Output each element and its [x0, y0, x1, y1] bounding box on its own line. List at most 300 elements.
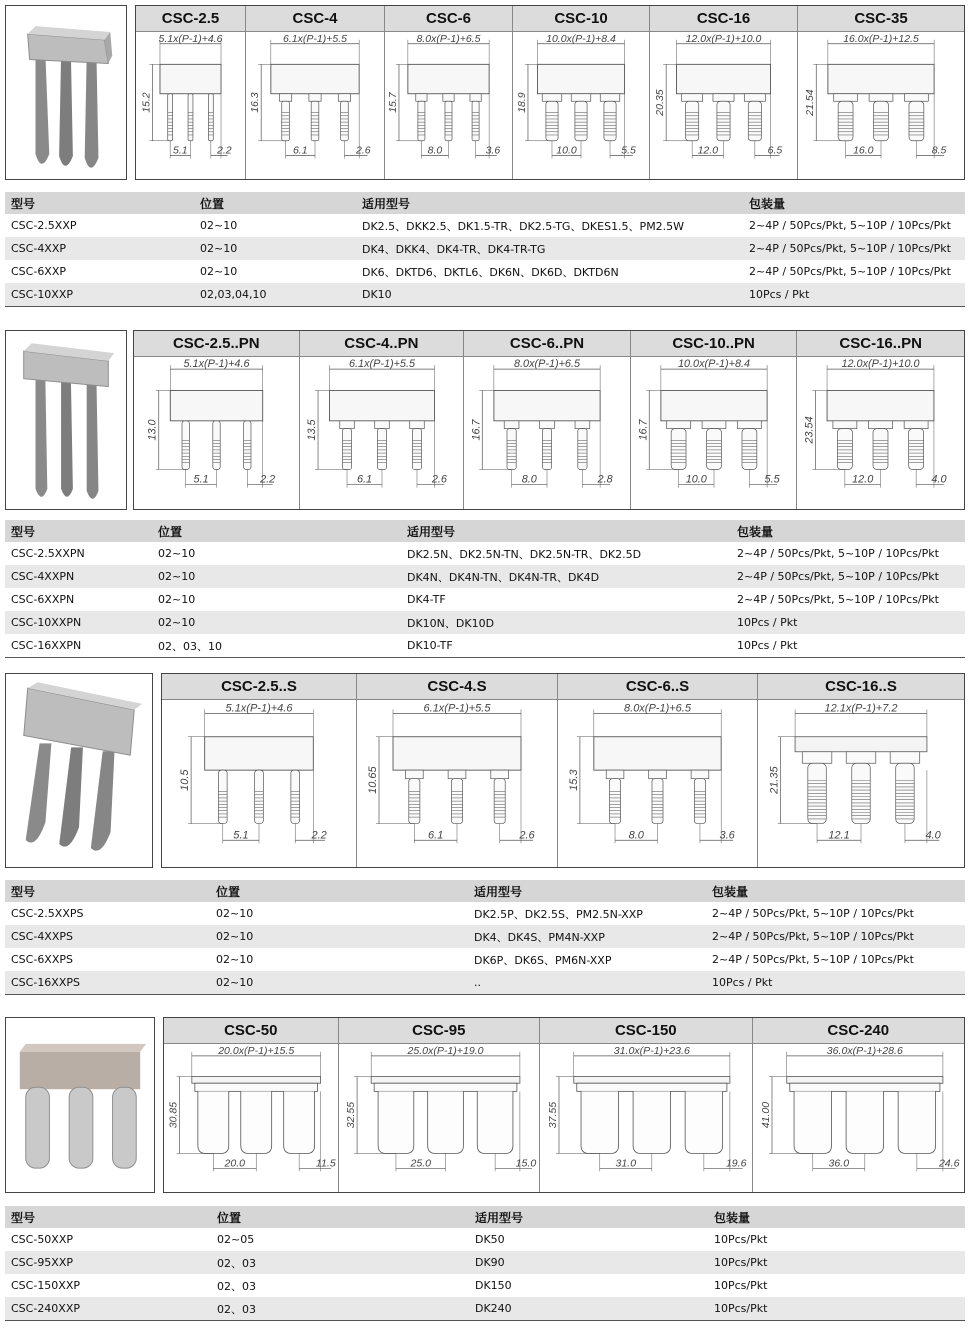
diagram-title: CSC-50: [164, 1018, 338, 1044]
pin: [427, 1091, 463, 1153]
dim-formula: 12.0x(P-1)+10.0: [685, 32, 762, 45]
cell-packing: 2~4P / 50Pcs/Pkt, 5~10P / 10Pcs/Pkt: [749, 265, 951, 278]
cell-model: CSC-4XXP: [5, 237, 194, 260]
diagram-title: CSC-4..PN: [300, 331, 464, 357]
pin: [575, 421, 590, 470]
diagram-drawing: [357, 700, 557, 867]
cell-applicable: DK4N、DK4N-TN、DK4N-TR、DK4D: [401, 565, 731, 588]
dim-end: 6.5: [767, 144, 783, 157]
cell-packing: 10Pcs / Pkt: [743, 283, 965, 307]
cell-packing: 10Pcs / Pkt: [731, 611, 965, 634]
dim-pitch: 6.1: [356, 473, 372, 486]
table-row: [5, 565, 965, 588]
pin: [213, 421, 220, 470]
dim-height: 10.65: [367, 766, 379, 794]
diagram-title: CSC-2.5..S: [162, 674, 356, 700]
cell-model: CSC-95XXP: [5, 1251, 211, 1274]
diagram-cell: [136, 6, 246, 179]
cell-applicable: DK50: [475, 1233, 505, 1246]
dim-pitch: 10.0: [556, 144, 577, 157]
dim-pitch: 10.0: [685, 473, 707, 486]
diagram-title: CSC-10: [513, 6, 649, 32]
pin: [504, 421, 519, 470]
pin: [600, 94, 619, 141]
jumper-body: [828, 64, 934, 93]
diagram-title: CSC-4: [246, 6, 384, 32]
cell-position: 02、03: [211, 1297, 469, 1321]
pin-shoulder: [416, 94, 427, 102]
col-header-packing: 包装量: [708, 1206, 965, 1228]
jumper-body: [594, 737, 721, 770]
cell-position: 02、03: [217, 1279, 256, 1293]
dim-formula: 31.0x(P-1)+23.6: [613, 1044, 690, 1057]
cell-model: CSC-2.5XXPS: [11, 907, 84, 920]
diagram-drawing: [540, 1044, 751, 1192]
pin-shaft: [543, 429, 552, 470]
pin: [208, 94, 213, 141]
table-row: [5, 902, 965, 925]
pin: [571, 94, 590, 141]
dim-end: 2.2: [260, 473, 276, 486]
pin: [869, 421, 893, 470]
dim-pitch: 6.1: [292, 144, 308, 157]
dim-height: 13.0: [146, 419, 159, 441]
diagram-cell: [540, 1018, 752, 1192]
dim-formula: 8.0x(P-1)+6.5: [624, 702, 691, 715]
pin: [255, 770, 264, 823]
cell-model: CSC-240XXP: [5, 1297, 211, 1321]
pin: [443, 94, 454, 141]
pin-shoulder: [571, 94, 590, 102]
dim-formula: 10.0x(P-1)+8.4: [677, 358, 750, 371]
cell-packing: 10Pcs / Pkt: [731, 634, 965, 658]
dim-pitch: 12.0: [697, 144, 719, 157]
pin-shaft: [182, 421, 189, 470]
dim-height: 15.7: [386, 92, 399, 113]
cell-applicable: DK90: [469, 1251, 708, 1274]
pin-shoulder: [905, 421, 929, 429]
jumper-photo-icon: [6, 6, 126, 179]
diagram-drawing: [136, 32, 245, 179]
diagram-cell: [513, 6, 650, 179]
jumper-body: [827, 390, 934, 420]
pin: [890, 752, 920, 824]
diagram-drawing: [164, 1044, 338, 1192]
pin: [905, 94, 929, 141]
pin: [702, 421, 726, 470]
pin-shoulder: [833, 421, 857, 429]
spec-table-csc-p: [5, 192, 965, 307]
dim-end: 2.2: [216, 144, 232, 157]
dim-height: 41.00: [759, 1101, 772, 1129]
dim-height: 30.85: [167, 1101, 180, 1129]
pin-shoulder: [504, 421, 519, 429]
col-header-packing: 包装量: [743, 192, 965, 214]
dim-end: 5.5: [621, 144, 636, 157]
pin-shaft: [244, 421, 251, 470]
pin-shoulder: [713, 94, 734, 102]
pin: [284, 1091, 315, 1153]
pin: [833, 421, 857, 470]
table-header-row: [5, 880, 965, 902]
dim-height: 37.55: [547, 1101, 560, 1129]
cell-packing: 2~4P / 50Pcs/Pkt, 5~10P / 10Pcs/Pkt: [749, 219, 951, 232]
cell-applicable: DK6P、DK6S、PM6N-XXP: [474, 953, 612, 967]
dim-height: 15.2: [140, 92, 153, 113]
jumper-body-top: [574, 1077, 730, 1084]
pin-shoulder: [869, 94, 893, 102]
pin-shoulder: [443, 94, 454, 102]
cell-model: CSC-16XXPN: [5, 634, 152, 658]
pin: [416, 94, 427, 141]
jumper-body: [393, 737, 521, 770]
pin: [448, 770, 466, 823]
col-header-model: 型号: [5, 520, 152, 542]
cell-model: CSC-2.5XXPN: [11, 547, 85, 560]
cell-applicable: DK6、DKTD6、DKTL6、DK6N、DK6D、DKTD6N: [362, 265, 619, 279]
dim-pitch: 8.0: [521, 473, 538, 486]
dim-height: 21.54: [804, 89, 817, 116]
pin-shoulder: [905, 94, 929, 102]
pin-shoulder: [744, 94, 765, 102]
dim-height: 10.5: [179, 769, 192, 791]
dim-height: 15.3: [567, 769, 580, 791]
cell-position: 02~10: [152, 565, 401, 588]
pin-shoulder: [338, 94, 350, 102]
dim-height: 13.5: [305, 419, 318, 441]
pin-shoulder: [448, 770, 466, 779]
jumper-body: [408, 64, 489, 93]
jumper-body: [195, 1083, 318, 1091]
pin-blade: [581, 1091, 618, 1153]
jumper-body: [374, 1083, 517, 1091]
pin: [744, 94, 765, 141]
pin: [737, 421, 761, 470]
dim-height: 21.35: [768, 766, 781, 794]
diagram-drawing: [385, 32, 512, 179]
cell-model: CSC-10XXP: [5, 283, 194, 307]
cell-model: CSC-6XXPS: [11, 953, 73, 966]
col-header-model: 型号: [5, 1206, 211, 1228]
pin: [241, 1091, 272, 1153]
pin-shaft: [706, 429, 721, 470]
pin-shoulder: [600, 94, 619, 102]
pin: [898, 1091, 935, 1153]
pin: [491, 770, 509, 823]
dim-height: 23.54: [803, 416, 816, 444]
pin-shaft: [291, 770, 300, 823]
pin: [339, 421, 354, 470]
cell-position: 02~10: [210, 925, 468, 948]
dim-end: 15.0: [515, 1157, 536, 1170]
pin-shaft: [873, 429, 888, 470]
diagram-title: CSC-2.5..PN: [134, 331, 299, 357]
diagram-cell: [797, 331, 964, 509]
diagram-strip-csc-large: [163, 1017, 965, 1193]
diagram-drawing: [246, 32, 384, 179]
cell-position: 02~10: [200, 265, 238, 278]
cell-position: 02~10: [210, 971, 468, 995]
pin-shaft: [412, 429, 421, 470]
jumper-body: [170, 390, 262, 420]
jumper-body: [271, 64, 359, 93]
pin-shoulder: [279, 94, 291, 102]
cell-position: 02~10: [158, 593, 196, 606]
pin: [606, 770, 624, 823]
dim-end: 5.5: [764, 473, 780, 486]
jumper-body: [577, 1083, 727, 1091]
dim-pitch: 5.1: [173, 144, 188, 157]
dim-end: 3.6: [719, 829, 735, 842]
dim-end: 24.6: [938, 1157, 960, 1170]
pin: [691, 770, 709, 823]
cell-packing: 10Pcs/Pkt: [714, 1279, 768, 1292]
dim-pitch: 31.0: [615, 1157, 637, 1170]
pin: [182, 421, 189, 470]
cell-model: CSC-150XXP: [11, 1279, 81, 1292]
table-row: [5, 611, 965, 634]
dim-end: 2.8: [597, 473, 613, 486]
cell-applicable: DK2.5、DKK2.5、DK1.5-TR、DK2.5-TG、DKES1.5、PM2.5W: [362, 219, 685, 233]
dim-formula: 8.0x(P-1)+6.5: [416, 32, 481, 45]
cell-applicable: DK2.5P、DK2.5S、PM2.5N-XXP: [474, 907, 643, 921]
pin: [338, 94, 350, 141]
dim-end: 8.5: [931, 144, 947, 157]
cell-packing: 2~4P / 50Pcs/Pkt, 5~10P / 10Pcs/Pkt: [737, 547, 939, 560]
diagram-cell: [164, 1018, 339, 1192]
table-row: [5, 1297, 965, 1321]
diagram-title: CSC-150: [540, 1018, 751, 1044]
pin-shoulder: [869, 421, 893, 429]
pin-shaft: [377, 429, 386, 470]
diagram-drawing: [339, 1044, 540, 1192]
pin: [540, 421, 555, 470]
table-row: [5, 971, 965, 995]
dim-formula: 5.1x(P-1)+4.6: [158, 32, 223, 45]
pin-shoulder: [846, 752, 876, 763]
pin: [374, 421, 389, 470]
table-row: [5, 542, 965, 565]
cell-applicable: DK4、DK4S、PM4N-XXP: [468, 925, 706, 948]
table-row: [5, 1274, 965, 1297]
pin-blade: [477, 1091, 513, 1153]
cell-model: CSC-50XXP: [11, 1233, 74, 1246]
pin: [244, 421, 251, 470]
cell-position: 02~10: [152, 611, 401, 634]
table-header-row: [5, 1206, 965, 1228]
jumper-body: [795, 737, 927, 752]
pin: [633, 1091, 670, 1153]
pin: [794, 1091, 831, 1153]
cell-packing: 2~4P / 50Pcs/Pkt, 5~10P / 10Pcs/Pkt: [712, 953, 914, 966]
diagram-title: CSC-2.5: [136, 6, 245, 32]
diagram-drawing: [134, 357, 299, 509]
col-header-applicable: 适用型号: [401, 520, 731, 542]
pin-shaft: [838, 429, 853, 470]
pin: [713, 94, 734, 141]
pin-shoulder: [606, 770, 624, 779]
pin: [188, 94, 193, 141]
dim-formula: 20.0x(P-1)+15.5: [218, 1044, 295, 1057]
cell-applicable: ..: [468, 971, 706, 995]
dim-height: 16.3: [249, 92, 262, 113]
cell-packing: 10Pcs/Pkt: [708, 1251, 965, 1274]
pin: [905, 421, 929, 470]
pin-shaft: [507, 429, 516, 470]
dim-formula: 5.1x(P-1)+4.6: [225, 702, 293, 715]
cell-applicable: DK10N、DK10D: [401, 611, 731, 634]
diagram-cell: [798, 6, 964, 179]
dim-formula: 6.1x(P-1)+5.5: [348, 358, 415, 371]
pin-shaft: [188, 94, 193, 141]
col-header-applicable: 适用型号: [468, 880, 706, 902]
pin-shoulder: [691, 770, 709, 779]
jumper-body-top: [192, 1077, 321, 1084]
diagram-strip-csc-p: [135, 5, 965, 180]
pin: [666, 421, 690, 470]
product-photo-csc-pn: [5, 330, 127, 510]
cell-packing: 2~4P / 50Pcs/Pkt, 5~10P / 10Pcs/Pkt: [706, 925, 965, 948]
cell-position: 02~10: [200, 219, 238, 232]
diagram-title: CSC-10..PN: [631, 331, 797, 357]
pin: [198, 1091, 229, 1153]
pin: [685, 1091, 722, 1153]
cell-packing: 10Pcs/Pkt: [714, 1233, 768, 1246]
pin: [542, 94, 561, 141]
diagram-cell: [385, 6, 513, 179]
jumper-photo-icon: [6, 674, 152, 867]
dim-end: 4.0: [931, 473, 947, 486]
jumper-body-top: [371, 1077, 520, 1084]
pin-blade: [794, 1091, 831, 1153]
jumper-body: [205, 737, 314, 770]
cell-packing: 2~4P / 50Pcs/Pkt, 5~10P / 10Pcs/Pkt: [712, 907, 914, 920]
pin-shoulder: [339, 421, 354, 429]
product-photo-csc-s: [5, 673, 153, 868]
pin-shoulder: [491, 770, 509, 779]
pin-shoulder: [540, 421, 555, 429]
jumper-body-top: [786, 1077, 942, 1084]
cell-model: CSC-16XXPS: [5, 971, 210, 995]
dim-pitch: 8.0: [628, 829, 644, 842]
dim-formula: 6.1x(P-1)+5.5: [423, 702, 491, 715]
cell-applicable: DK4、DKK4、DK4-TR、DK4-TR-TG: [356, 237, 743, 260]
diagram-strip-csc-s: [161, 673, 965, 868]
diagram-cell: [339, 1018, 541, 1192]
diagram-title: CSC-6..S: [558, 674, 757, 700]
table-row: [5, 283, 965, 307]
diagram-cell: [464, 331, 631, 509]
diagram-drawing: [558, 700, 757, 867]
diagram-cell: [162, 674, 357, 867]
cell-model: CSC-4XXPS: [5, 925, 210, 948]
jumper-body: [676, 64, 770, 93]
diagram-title: CSC-6..PN: [464, 331, 630, 357]
diagram-drawing: [513, 32, 649, 179]
pin-shoulder: [409, 421, 424, 429]
dim-end: 4.0: [925, 829, 941, 842]
pin: [682, 94, 703, 141]
cell-model: CSC-10XXPN: [5, 611, 152, 634]
diagram-drawing: [758, 700, 964, 867]
col-header-model: 型号: [5, 192, 194, 214]
dim-end: 2.6: [431, 473, 447, 486]
diagram-cell: [758, 674, 964, 867]
dim-pitch: 8.0: [427, 144, 443, 157]
pin: [218, 770, 227, 823]
pin: [846, 1091, 883, 1153]
table-row: [5, 237, 965, 260]
pin-shoulder: [470, 94, 481, 102]
col-header-applicable: 适用型号: [469, 1206, 708, 1228]
pin-shaft: [255, 770, 264, 823]
diagram-title: CSC-16: [650, 6, 797, 32]
diagram-cell: [300, 331, 465, 509]
dim-end: 3.6: [485, 144, 501, 157]
dim-pitch: 16.0: [853, 144, 874, 157]
dim-height: 20.35: [654, 89, 667, 116]
diagram-cell: [357, 674, 558, 867]
pin-shaft: [578, 429, 587, 470]
cell-position: 02~10: [158, 547, 196, 560]
cell-applicable: DK240: [469, 1297, 708, 1321]
pin-blade: [284, 1091, 315, 1153]
pin-shoulder: [374, 421, 389, 429]
pin-shoulder: [834, 94, 858, 102]
pin: [802, 752, 832, 824]
dim-pitch: 36.0: [828, 1157, 849, 1170]
dim-pitch: 12.1: [828, 829, 850, 842]
diagram-drawing: [631, 357, 797, 509]
cell-model: CSC-4XXPN: [5, 565, 152, 588]
dim-formula: 16.0x(P-1)+12.5: [843, 32, 919, 45]
col-header-position: 位置: [210, 880, 468, 902]
pin-shoulder: [575, 421, 590, 429]
dim-height: 16.7: [470, 419, 483, 441]
pin: [470, 94, 481, 141]
spec-table-csc-s: [5, 880, 965, 995]
col-header-position: 位置: [194, 192, 356, 214]
dim-formula: 36.0x(P-1)+28.6: [826, 1044, 903, 1057]
table-row: [5, 925, 965, 948]
pin-blade: [633, 1091, 670, 1153]
table-header-row: [5, 520, 965, 542]
pin-shoulder: [649, 770, 667, 779]
jumper-body: [160, 64, 221, 93]
table-row: [5, 260, 965, 283]
pin-shaft: [742, 429, 757, 470]
table-row: [5, 1251, 965, 1274]
diagram-cell: [134, 331, 300, 509]
col-header-position: 位置: [152, 520, 401, 542]
diagram-drawing: [162, 700, 356, 867]
pin: [649, 770, 667, 823]
dim-formula: 12.0x(P-1)+10.0: [841, 358, 920, 371]
dim-pitch: 5.1: [193, 473, 209, 486]
cell-position: 02~05: [217, 1233, 255, 1246]
spec-table-csc-large: [5, 1206, 965, 1321]
pin-blade: [241, 1091, 272, 1153]
pin: [291, 770, 300, 823]
dim-height: 18.9: [515, 92, 528, 113]
diagram-drawing: [797, 357, 964, 509]
pin-shoulder: [890, 752, 920, 763]
pin-shaft: [342, 429, 351, 470]
dim-pitch: 25.0: [410, 1157, 431, 1170]
diagram-cell: [631, 331, 798, 509]
dim-pitch: 6.1: [428, 829, 444, 842]
product-photo-csc-p: [5, 5, 127, 180]
